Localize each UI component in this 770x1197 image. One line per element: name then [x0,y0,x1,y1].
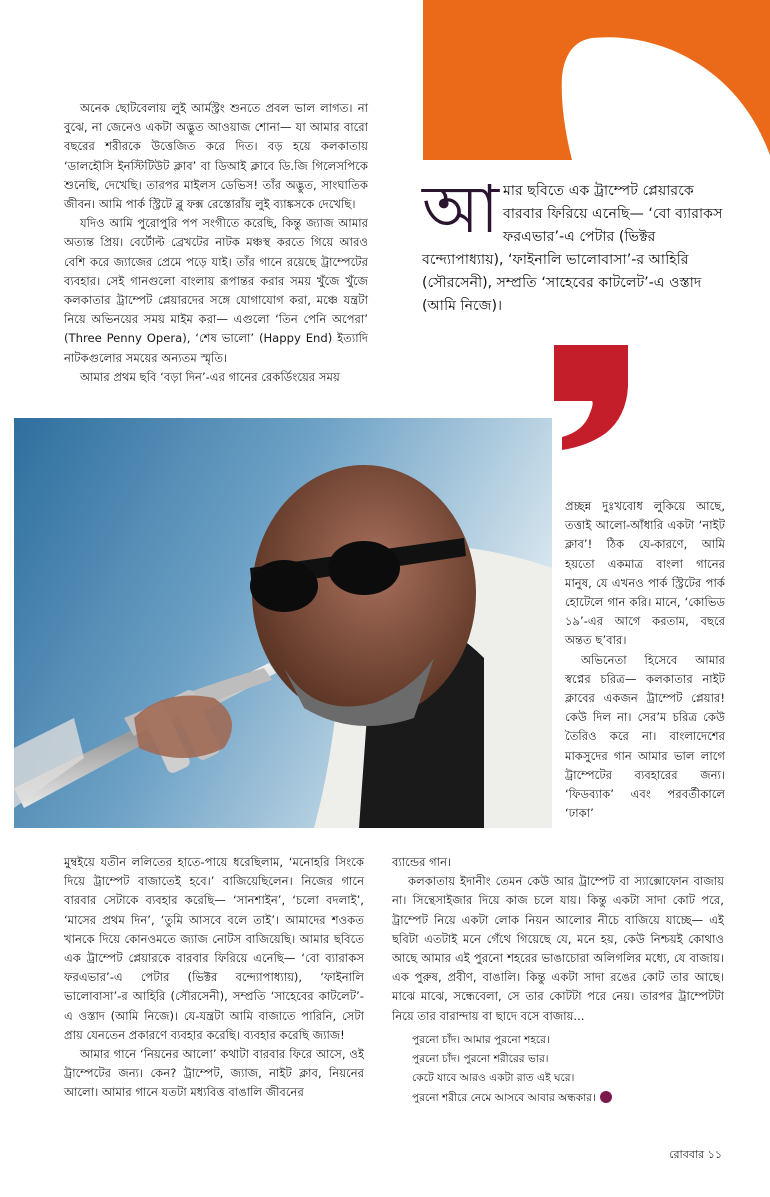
paragraph: অনেক ছোটবেলায় লুই আর্মস্ট্রং শুনতে প্রবল ভাল লাগত। না বুঝে, না জেনেও একটা অদ্ভুত আওয়াজ শোনা— যা আমার বারো বছরের শরীরকে উত্তেজিত করে দিত। বড় হয়ে কলকাতায় ‘ডালহৌসি ইনস্টিটিউট ক্লাব’ বা ডিআই ক্লাবে ডি.জি গিলেসপিকে শুনেছি, দেখেছি। তারপর মাইলস ডেভিস! তাঁর অদ্ভুত, সাংঘাতিক জীবন। আমি পার্ক স্ট্রিটে ব্লু ফক্স রেস্তোরাঁয় লুই ব্যাঙ্কসকে দেখেছি। [64,101,368,212]
poem-line-last [412,1089,732,1108]
poem-line: পুরনো শরীরে নেমে আসবে আবার অন্ধকার। [412,1091,596,1104]
paragraph: আমার গানে ‘নিয়নের আলো’ কথাটা বারবার ফিরে আসে, ওই ট্রাম্পেটের জন্য। কেন? ট্রাম্পেট, জ্যাজ, নাইট ক্লাব, নিয়নের আলো। আমার গানে যতটা মধ্যবিত্ত বাঙালি জীবনের [64,1047,364,1100]
paragraph: ব্যান্ডের গান। [392,855,452,869]
poem-line: কেটে যাবে আরও একটা রাত এই ঘরে। [412,1072,575,1085]
article-column-bottom-left [64,853,364,1103]
paragraph: অভিনেতা হিসেবে আমার স্বপ্নের চরিত্র— কলকাতার নাইট ক্লাবের একজন ট্রাম্পেট প্লেয়ার! কেউ দিল না। সের’ম চরিত্র কেউ তৈরিও করে না। বাংলাদেশের মাকসুদের গান আমার ভাল লাগে ট্রাম্পেটের ব্যবহারের জন্য। ‘ফিডব্যাক’ এবং পরবর্তীকালে ‘ঢাকা’ [565,652,725,821]
poem-line: পুরনো চাঁদ। আমার পুরনো শহরে। [412,1034,550,1046]
page-footer: রোববার ১১ [669,1148,722,1161]
end-mark-icon [600,1091,612,1103]
paragraph: কলকাতায় ইদানীং তেমন কেউ আর ট্রাম্পেট বা স্যাক্সোফোন বাজায় না। সিন্থেসাইজার দিয়ে কাজ চলে যায়। কিন্তু একটা সাদা কোট পরে, ট্রাম্পেট নিয়ে একটা লোক নিয়ন আলোর নীচে বাজিয়ে যাচ্ছে— এই ছবিটা এতটাই মনে গেঁথে গিয়েছে যে, মনে হয়, কেউ নিশ্চয়ই কোথাও আছে আমার এই পুরনো শহরের ভাঙাচোরা অলিগলির মধ্যে, যে বাজায়। এক পুরুষ, প্রবীণ, বাঙালি। কিন্তু একটা সাদা রঙের কোট তার আছে। মাঝে মাঝে, সন্ধেবেলা, সে তার কোটটা পরে নেয়। তারপর ট্রাম্পেটটা নিয়ে তার বারান্দায় বা ছাদে বসে বাজায়... [392,874,724,1023]
article-column-top [64,99,368,387]
pull-quote-initial: আ [422,171,499,248]
paragraph: মুম্বইয়ে যতীন ললিতের হাতে-পায়ে ধরেছিলাম, ‘মনোহরি সিংকে দিয়ে ট্রাম্পেট বাজাতেই হবে।’ বাজিয়েছিলেন। নিজের গানে বারবার সেটাকে ব্যবহার করেছি— ‘সানশাইন’, ‘চলো বদলাই’, ‘মাসের প্রথম দিন’, ‘তুমি আসবে বলে তাই’। আমাদের শওকত খানকে দিয়ে কোনওমতে জ্যাজ নোটস বাজিয়েছি। আমার ছবিতে এক ট্রাম্পেট প্লেয়ারকে বারবার ফিরিয়ে এনেছি— ‘বো ব্যারাকস ফরএভার’-এ পেটার (ভিক্টর বন্দ্যোপাধ্যায়), ‘ফাইনালি ভালোবাসা’-র আহিরি (সৌরসেনী), সম্প্রতি ‘সাহেবের কাটলেট’-এ ওস্তাদ (আমি নিজে)। যে-যন্ত্রটা আমি বাজাতে পারিনি, সেটা প্রায় যেনতেন প্রকারণে ব্যবহার করেছি। ব্যবহার করেছি জ্যাজ! [64,855,364,1042]
article-column-right [565,497,725,823]
article-column-bottom-right [392,853,724,1026]
pull-quote [422,171,737,318]
poem-line: পুরনো চাঁদ। পুরনো শরীরের ভার। [412,1053,549,1066]
decorative-red-comma [548,345,638,450]
trumpet-player-photo [14,418,552,828]
paragraph: আমার প্রথম ছবি ‘বড়া দিন’-এর গানের রেকর্ডিংয়ের সময় [80,369,340,384]
paragraph: যদিও আমি পুরোপুরি পপ সংগীতে করেছি, কিন্তু জ্যাজ আমার অত্যন্ত প্রিয়। বের্টোল্ট ব্রেখটের নাটক মঞ্চস্থ করতে গিয়ে আরও বেশি করে জ্যাজের প্রেমে পড়ে যাই। তাঁর গানে রয়েছে ট্রাম্পেটের ব্যবহার। সেই গানগুলো বাংলায় রূপান্তর করার সময় খুঁজে খুঁজে কলকাতার ট্রাম্পেট প্লেয়ারদের সঙ্গে যোগাযোগ করা, মঞ্চে যন্ত্রটা নিয়ে অভিনয়ের সময় মাইম করা— এগুলো ‘তিন পেনি অপেরা’ (Three Penny Opera), ‘শেষ ভালো’ (Happy End) ইত্যাদি নাটকগুলোর সময়ের অন্যতম স্মৃতি। [64,216,368,365]
poem [412,1031,732,1108]
paragraph: প্রচ্ছন্ন দুঃখবোধ লুকিয়ে আছে, তত্তাই আলো-আঁধারি একটা ‘নাইট ক্লাব’! ঠিক যে-কারণে, আমি হয়তো একমাত্র বাংলা গানের মানুষ, যে এখনও পার্ক স্ট্রিটের পার্ক হোটেলে গান করি। মানে, ‘কোভিড ১৯’-এর আগে করতাম, বছরে অন্তত ছ’বার। [565,499,725,648]
pull-quote-text: মার ছবিতে এক ট্রাম্পেট প্লেয়ারকে বারবার ফিরিয়ে এনেছি— ‘বো ব্যারাকস ফরএভার’-এ পেটার (ভিক্টর বন্দ্যোপাধ্যায়), ‘ফাইনালি ভালোবাসা’-র আহিরি (সৌরসেনী), সম্প্রতি ‘সাহেবের কাটলেট’-এ ওস্তাদ (আমি নিজে)। [422,183,723,314]
